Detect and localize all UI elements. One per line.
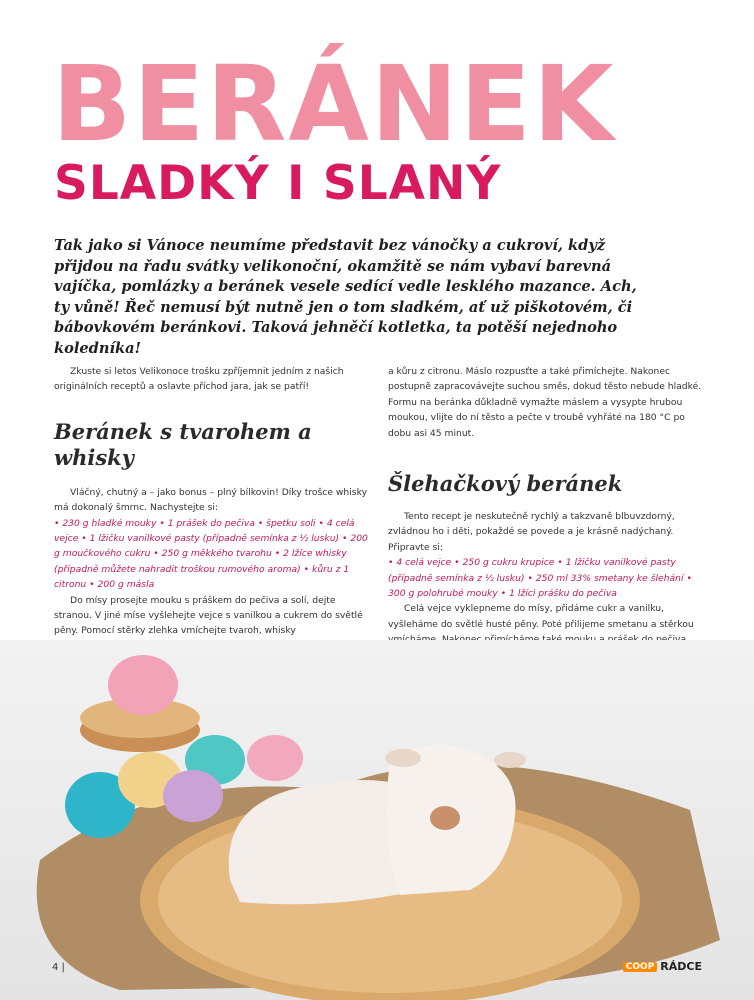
recipe1-ingredients: • 230 g hladké mouky • 1 prášek do pečiva • špetku soli • 4 celá vejce • 1 lžičku vanilkové pasty (případně semínka z ½ lusku) • 200 g moučkového cukru • 250 g měkkého tvarohu • 2 lžíce whisky (případně můžete nahradit troškou rumového aroma) • kůru z 1 citronu • 200 g másla bbox=[54, 517, 368, 591]
brand-prefix: COOP bbox=[623, 962, 658, 972]
recipe2-heading: Šlehačkový beránek bbox=[388, 471, 623, 497]
page-number: 4 | bbox=[52, 962, 65, 973]
recipe1-steps: Do mísy prosejte mouku s práškem do pečiva a solí, dejte stranou. V jiné míse vyšlehejte vejce s vanilkou a cukrem do světlé pěny. Pomocí stěrky zlehka vmíchejte tvaroh, whisky bbox=[54, 594, 363, 637]
page-subtitle: SLADKÝ I SLANÝ bbox=[54, 156, 502, 211]
purple-egg-icon bbox=[163, 770, 223, 822]
pink-egg-small-icon bbox=[247, 735, 303, 781]
lamb-cake-photo bbox=[0, 640, 754, 1000]
brand-name: RÁDCE bbox=[660, 960, 702, 973]
recipe1-steps-continued: a kůru z citronu. Máslo rozpusťte a také přimíchejte. Nakonec postupně zapracovávejte suchou směs, dokud těsto nebude hladké. Formu na beránka důkladně vymažte máslem a vysypte hrubou moukou, vlijte do ní těsto a pečte v troubě vyhřáté na 180 °C po dobu asi 45 minut. bbox=[388, 366, 702, 439]
intro-paragraph: Zkuste si letos Velikonoce trošku zpříjemnit jedním z našich originálních receptů a oslavte příchod jara, jak se patří! bbox=[54, 366, 344, 393]
lamb-ear-left bbox=[385, 749, 421, 767]
page-title: BERÁNEK bbox=[52, 43, 616, 165]
left-column bbox=[54, 364, 372, 639]
recipe1-description: Vláčný, chutný a – jako bonus – plný bílkovin! Díky trošce whisky má dokonalý šmrnc. Nachystejte si: bbox=[54, 486, 368, 514]
brand-logo bbox=[623, 960, 702, 973]
recipe2-ingredients: • 4 celá vejce • 250 g cukru krupice • 1 lžičku vanilkové pasty (případně semínka z ½ lusku) • 250 ml 33% smetany ke šlehání • 300 g polohrubé mouky • 1 lžíci prášku do pečiva bbox=[388, 557, 692, 600]
pink-egg-icon bbox=[108, 655, 178, 715]
lamb-ear-right bbox=[494, 752, 526, 768]
lead-paragraph: Tak jako si Vánoce neumíme představit bez vánočky a cukroví, když přijdou na řadu svátky velikonoční, okamžitě se nám vybaví barevná vajíčka, pomlázky a beránek vesele sedící vedle lesklého mazance. Ach, ty vůně! Řeč nemusí být nutně jen o tom sladkém, ať už piškotovém, či bábovkovém beránkovi. Taková jehněčí kotletka, ta potěší nejednoho koledníka! bbox=[54, 237, 637, 357]
recipe2-description: Tento recept je neskutečně rychlý a takzvaně blbuvzdorný, zvládnou ho i děti, pokaždé se povede a je krásně nadýchaný. Připravte si: bbox=[388, 511, 675, 553]
lamb-nose bbox=[430, 806, 460, 830]
recipe1-heading: Beránek s tvarohem a whisky bbox=[54, 418, 312, 470]
recipe2-steps: Celá vejce vyklepneme do mísy, přidáme cukr a vanilku, vyšleháme do světlé husté pěny. Poté přilijeme smetanu a stěrkou bbox=[388, 603, 694, 630]
photo-illustration bbox=[0, 640, 754, 1000]
